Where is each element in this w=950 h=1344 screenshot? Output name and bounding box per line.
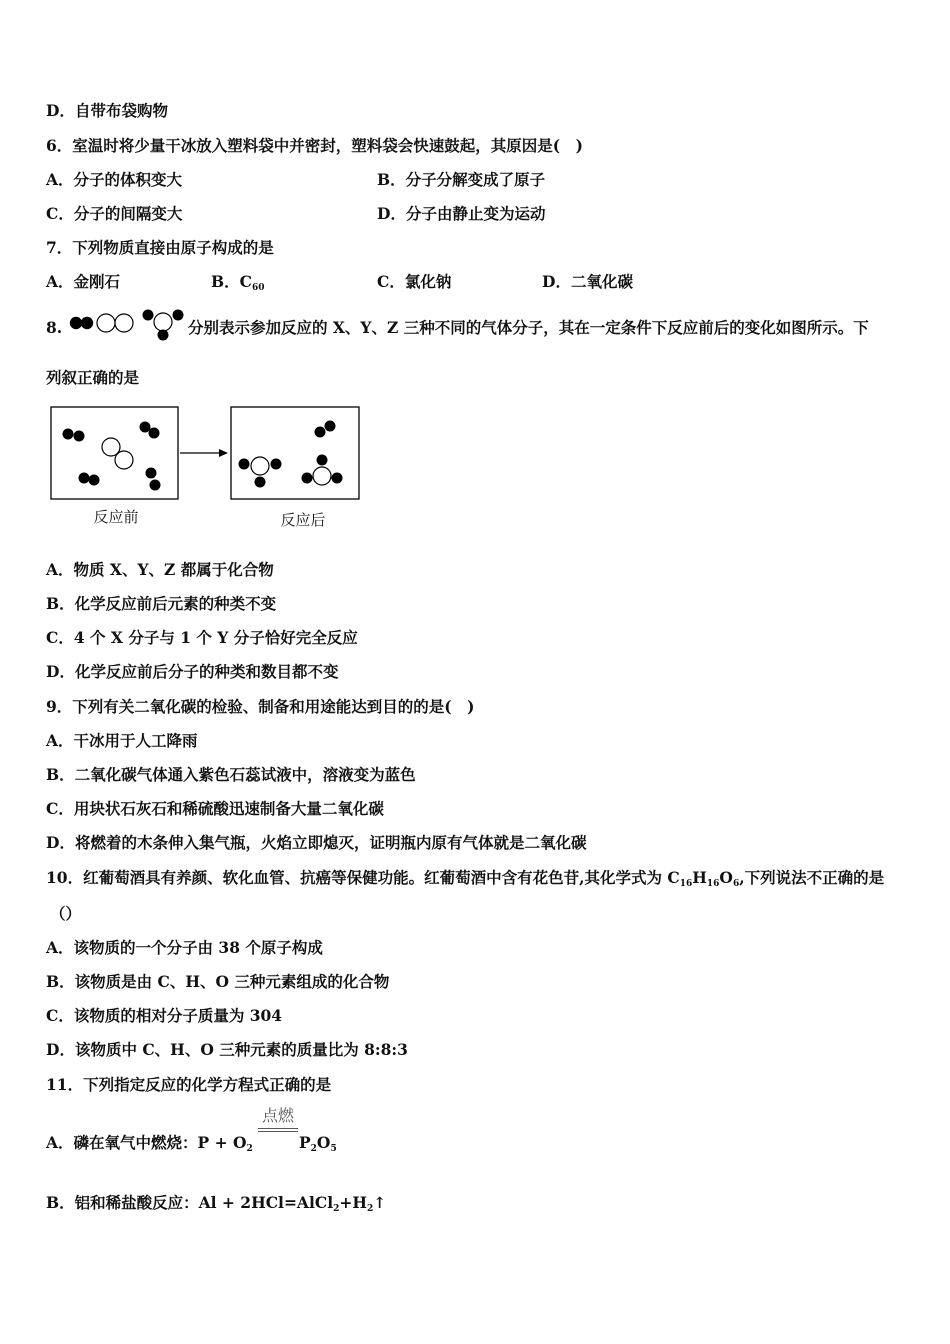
q11-a-product-p: P: [299, 1133, 311, 1152]
q8-stem: 分别表示参加反应的 X、Y、Z 三种不同的气体分子，其在一定条件下反应前后的变化如图所示。下: [188, 318, 869, 337]
q11-a-reactants: A．磷在氧气中燃烧：P + O: [46, 1133, 247, 1152]
q10-stem: [46, 868, 884, 894]
after-box: [231, 407, 359, 499]
q7-option-b: [211, 272, 264, 298]
molecule-y-icon: [97, 314, 133, 332]
q11-b-arrow: ↑: [373, 1193, 387, 1212]
molecule-z-icon: [143, 310, 184, 341]
q11-a-product: [299, 1133, 337, 1159]
label-before: 反应前: [93, 508, 139, 526]
q8-stem-line2: 列叙正确的是: [46, 368, 140, 387]
q10-stem-suffix: ,下列说法不正确的是: [739, 868, 885, 887]
q7-option-a: A．金刚石: [46, 272, 121, 291]
q10-option-b: B．该物质是由 C、H、O 三种元素组成的化合物: [46, 972, 390, 991]
q9-option-a: A．干冰用于人工降雨: [46, 731, 198, 750]
q6-option-b: B．分子分解变成了原子: [377, 170, 546, 189]
q9-option-c: C．用块状石灰石和稀硫酸迅速制备大量二氧化碳: [46, 799, 384, 818]
q8-option-b: B．化学反应前后元素的种类不变: [46, 594, 277, 613]
q7-option-c: C．氯化钠: [377, 272, 452, 291]
q9-option-b: B．二氧化碳气体通入紫色石蕊试液中，溶液变为蓝色: [46, 765, 416, 784]
q11-a-o2-subscript: 2: [246, 1144, 253, 1154]
q10-sub-h: 16: [706, 879, 720, 889]
q7-option-b-subscript: 60: [251, 283, 265, 293]
q10-o: O: [719, 868, 733, 887]
q9-option-d: D．将燃着的木条伸入集气瓶，火焰立即熄灭，证明瓶内原有气体就是二氧化碳: [46, 833, 587, 852]
q10-stem-line2: （）: [50, 904, 82, 923]
reaction-diagram: [46, 402, 376, 532]
q8-number: 8.: [46, 318, 63, 337]
q6-option-a: A．分子的体积变大: [46, 170, 183, 189]
q11-a-condition: 点燃: [261, 1106, 294, 1125]
q6-stem: 6．室温时将少量干冰放入塑料袋中并密封，塑料袋会快速鼓起，其原因是( ): [46, 136, 583, 155]
q10-sub-c: 16: [679, 879, 693, 889]
molecule-x-icon: [70, 317, 93, 329]
q7-option-d: D．二氧化碳: [542, 272, 633, 291]
q6-option-c: C．分子的间隔变大: [46, 204, 183, 223]
q11-b-mid: +H: [339, 1193, 367, 1212]
q10-option-c: C．该物质的相对分子质量为 304: [46, 1006, 283, 1025]
q6-option-d: D．分子由静止变为运动: [377, 204, 546, 223]
q7-stem: 7．下列物质直接由原子构成的是: [46, 238, 274, 257]
q11-a-condition-bar-2: [258, 1131, 298, 1132]
q11-b-prefix: B．铝和稀盐酸反应：Al + 2HCl=AlCl: [46, 1193, 334, 1212]
q11-stem: 11．下列指定反应的化学方程式正确的是: [46, 1075, 332, 1094]
q8-option-a: A．物质 X、Y、Z 都属于化合物: [46, 560, 274, 579]
q11-a-condition-bar-1: [258, 1128, 298, 1129]
q11-a-product-sub2: 5: [330, 1144, 337, 1154]
q7-option-b-text: B．C: [211, 272, 252, 291]
q11-b-sub1: 2: [333, 1204, 340, 1214]
molecule-legend-icons: [68, 306, 188, 346]
q10-option-a: A．该物质的一个分子由 38 个原子构成: [46, 938, 323, 957]
reaction-arrowhead: [219, 449, 228, 457]
prev-option-d: D．自带布袋购物: [46, 101, 168, 120]
q10-option-d: D．该物质中 C、H、O 三种元素的质量比为 8:8:3: [46, 1040, 408, 1059]
q11-option-a: [46, 1133, 253, 1159]
q10-stem-prefix: 10．红葡萄酒具有养颜、软化血管、抗癌等保健功能。红葡萄酒中含有花色苷,其化学式为 C: [46, 868, 680, 887]
label-after: 反应后: [280, 511, 326, 529]
q8-option-c: C．4 个 X 分子与 1 个 Y 分子恰好完全反应: [46, 628, 358, 647]
q8-option-d: D．化学反应前后分子的种类和数目都不变: [46, 662, 339, 681]
q11-option-b: [46, 1193, 386, 1219]
q10-h: H: [692, 868, 707, 887]
q9-stem: 9．下列有关二氧化碳的检验、制备和用途能达到目的的是( ): [46, 697, 475, 716]
q11-b-sub2: 2: [366, 1204, 374, 1214]
q11-a-product-o: O: [316, 1133, 331, 1152]
q10-sub-o: 6: [732, 879, 740, 889]
q11-a-product-sub1: 2: [310, 1144, 317, 1154]
